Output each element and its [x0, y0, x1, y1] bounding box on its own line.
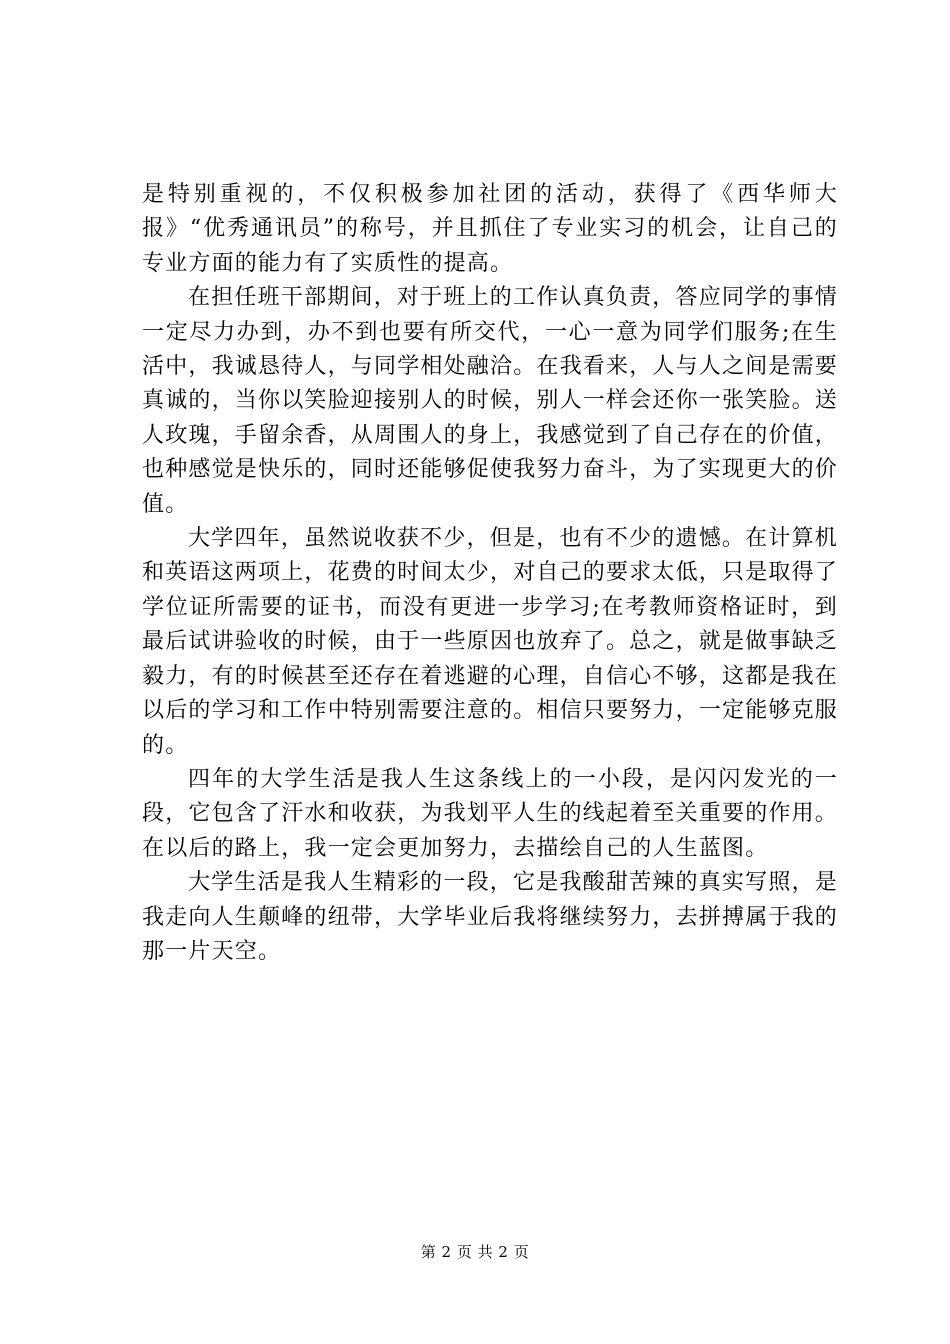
- document-body: [142, 178, 838, 969]
- paragraph-conclusion: 大学生活是我人生精彩的一段，它是我酸甜苦辣的真实写照，是我走向人生颠峰的纽带，大学毕业后我将继续努力，去拼搏属于我的那一片天空。: [142, 870, 839, 964]
- paragraph-four-years: 四年的大学生活是我人生这条线上的一小段，是闪闪发光的一段，它包含了汗水和收获，为我划平人生的线起着至关重要的作用。在以后的路上，我一定会更加努力，去描绘自己的人生蓝图。: [142, 766, 839, 861]
- paragraph-continuation: 是特别重视的，不仅积极参加社团的活动，获得了《西华师大报》“优秀通讯员”的称号，并且抓住了专业实习的机会，让自己的专业方面的能力有了实质性的提高。: [142, 182, 838, 276]
- paragraph-class-cadre: 在担任班干部期间，对于班上的工作认真负责，答应同学的事情一定尽力办到，办不到也要有所交代，一心一意为同学们服务;在生活中，我诚恳待人，与同学相处融洽。在我看来，人与人之间是需要真诚的，当你以笑脸迎接别人的时候，别人一样会还你一张笑脸。送人玫瑰，手留余香，从周围人的身上，我感觉到了自己存在的价值，也种感觉是快乐的，同时还能够促使我努力奋斗，为了实现更大的价值。: [142, 285, 839, 517]
- page-footer: 第 2 页 共 2 页: [420, 1243, 530, 1261]
- paragraph-regrets: 大学四年，虽然说收获不少，但是，也有不少的遗憾。在计算机和英语这两项上，花费的时间太少，对自己的要求太低，只是取得了学位证所需要的证书，而没有更进一步学习;在考教师资格证时，到最后试讲验收的时候，由于一些原因也放弃了。总之，就是做事缺乏毅力，有的时候甚至还存在着逃避的心理，自信心不够，这都是我在以后的学习和工作中特别需要注意的。相信只要努力，一定能够克服的。: [142, 526, 839, 758]
